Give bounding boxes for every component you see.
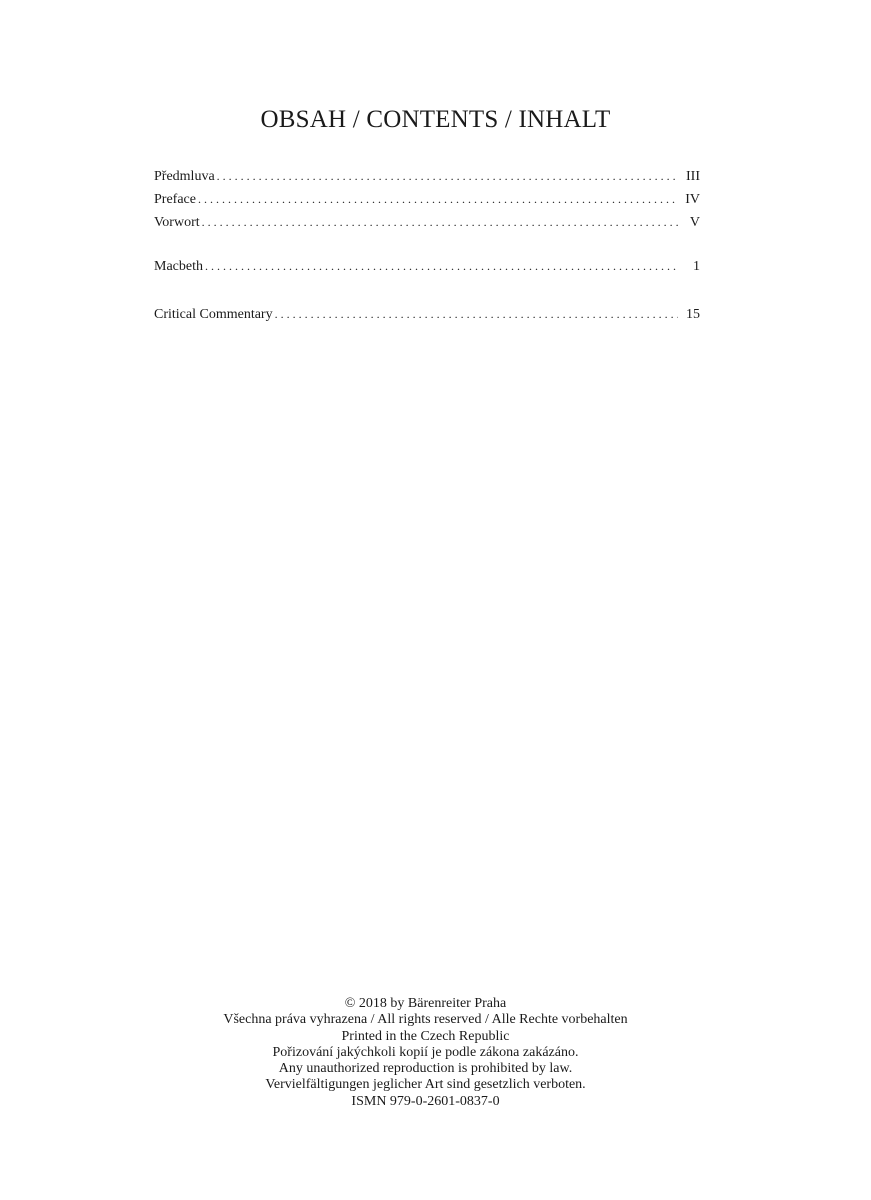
reproduction-notice-german: Vervielfältigungen jeglicher Art sind gesetzlich verboten. bbox=[265, 1077, 586, 1093]
toc-entry-label: Vorwort bbox=[154, 215, 200, 230]
ismn-line: ISMN 979-0-2601-0837-0 bbox=[351, 1093, 500, 1109]
toc-entry-preface[interactable] bbox=[154, 192, 700, 214]
reproduction-notice-english: Any unauthorized reproduction is prohibited by law. bbox=[278, 1061, 573, 1077]
toc-entry-label: Macbeth bbox=[154, 259, 203, 274]
toc-entry-vorwort[interactable] bbox=[154, 215, 700, 237]
toc-entry-label: Critical Commentary bbox=[154, 307, 273, 322]
printed-in-line: Printed in the Czech Republic bbox=[341, 1028, 510, 1044]
toc-entry-predmluva[interactable] bbox=[154, 169, 700, 191]
toc-entry-page: 1 bbox=[693, 259, 700, 274]
page-title: OBSAH / CONTENTS / INHALT bbox=[260, 106, 611, 133]
copyright-line: © 2018 by Bärenreiter Praha bbox=[344, 996, 507, 1011]
toc-entry-page: III bbox=[686, 169, 700, 184]
toc-entry-label: Předmluva bbox=[154, 169, 215, 184]
copyright-colophon bbox=[0, 996, 851, 1110]
dot-leader bbox=[275, 307, 678, 322]
toc-entry-macbeth[interactable] bbox=[154, 259, 700, 281]
dot-leader bbox=[217, 169, 678, 184]
toc-entry-page: 15 bbox=[686, 307, 700, 322]
toc-entry-label: Preface bbox=[154, 192, 196, 207]
dot-leader bbox=[198, 192, 678, 207]
dot-leader bbox=[205, 259, 678, 274]
toc-entry-page: V bbox=[689, 215, 700, 230]
toc-entry-critical-commentary[interactable] bbox=[154, 307, 700, 329]
toc-entry-page: IV bbox=[685, 192, 700, 207]
dot-leader bbox=[202, 215, 678, 230]
reproduction-notice-czech: Pořizování jakýchkoli kopií je podle zákona zakázáno. bbox=[272, 1044, 579, 1060]
rights-reserved-line: Všechna práva vyhrazena / All rights reserved / Alle Rechte vorbehalten bbox=[223, 1012, 628, 1028]
